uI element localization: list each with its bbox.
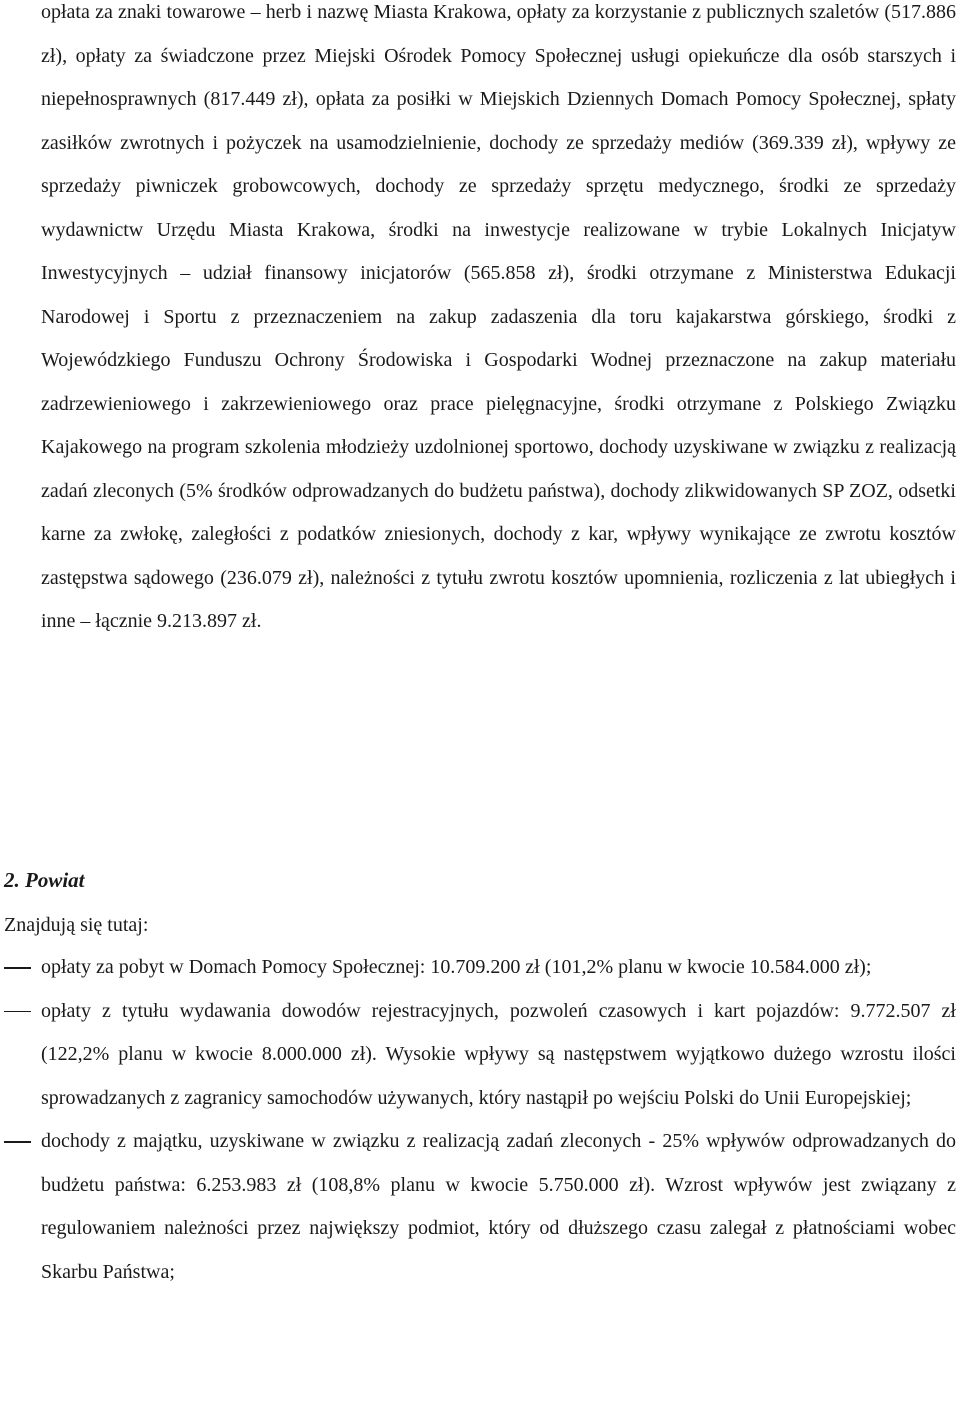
section2-list (0, 946, 960, 1294)
list-item (0, 946, 956, 990)
dash-bullet (4, 1141, 31, 1143)
list-item-text: opłaty za pobyt w Domach Pomocy Społecznej: 10.709.200 zł (101,2% planu w kwocie 10.584.000 zł); (41, 956, 872, 978)
list-item (0, 990, 956, 1121)
section1-paragraph: opłata za znaki towarowe – herb i nazwę Miasta Krakowa, opłaty za korzystanie z publicznych szaletów (517.886 zł), opłaty za świadczone przez Miejski Ośrodek Pomocy Społecznej usługi opiekuńcze dla osób starszych i niepełnosprawnych (817.449 zł), opłata za posiłki w Miejskich Dziennych Domach Pomocy Społecznej, spłaty zasiłków zwrotnych i pożyczek na usamodzielnienie, dochody ze sprzedaży mediów (369.339 zł), wpływy ze sprzedaży piwniczek grobowcowych, dochody ze sprzedaży sprzętu medycznego, środki ze sprzedaży wydawnictw Urzędu Miasta Krakowa, środki na inwestycje realizowane w trybie Lokalnych Inicjatyw Inwestycyjnych – udział finansowy inicjatorów (565.858 zł), środki otrzymane z Ministerstwa Edukacji Narodowej i Sportu z przeznaczeniem na zakup zadaszenia dla toru kajakarstwa górskiego, środki z Wojewódzkiego Funduszu Ochrony Środowiska i Gospodarki Wodnej przeznaczone na zakup materiału zadrzewieniowego i zakrzewieniowego oraz prace pielęgnacyjne, środki otrzymane z Polskiego Związku Kajakowego na program szkolenia młodzieży uzdolnionej sportowo, dochody uzyskiwane w związku z realizacją zadań zleconych (5% środków odprowadzanych do budżetu państwa), dochody zlikwidowanych SP ZOZ, odsetki karne za zwłokę, zaległości z podatków zniesionych, dochody z kar, wpływy wynikające ze zwrotu kosztów zastępstwa sądowego (236.079 zł), należności z tytułu zwrotu kosztów upomnienia, rozliczenia z lat ubiegłych i inne – łącznie 9.213.897 zł. (41, 1, 956, 632)
dash-bullet (4, 967, 31, 969)
section2-heading: 2. Powiat (4, 868, 85, 892)
section2-intro: Znajdują się tutaj: (4, 914, 149, 936)
list-item (0, 1120, 956, 1294)
dash-bullet (4, 1011, 31, 1013)
list-item-text: dochody z majątku, uzyskiwane w związku z realizacją zadań zleconych - 25% wpływów odprowadzanych do budżetu państwa: 6.253.983 zł (108,8% planu w kwocie 5.750.000 zł). Wzrost wpływów jest związany z regulowaniem należności przez największy podmiot, który od dłuższego czasu zalegał z płatnościami wobec Skarbu Państwa; (41, 1130, 956, 1283)
list-item-text: opłaty z tytułu wydawania dowodów rejestracyjnych, pozwoleń czasowych i kart pojazdów: 9.772.507 zł (122,2% planu w kwocie 8.000.000 zł). Wysokie wpływy są następstwem wyjątkowo dużego wzrostu ilości sprowadzanych z zagranicy samochodów używanych, który nastąpił po wejściu Polski do Unii Europejskiej; (41, 999, 956, 1109)
